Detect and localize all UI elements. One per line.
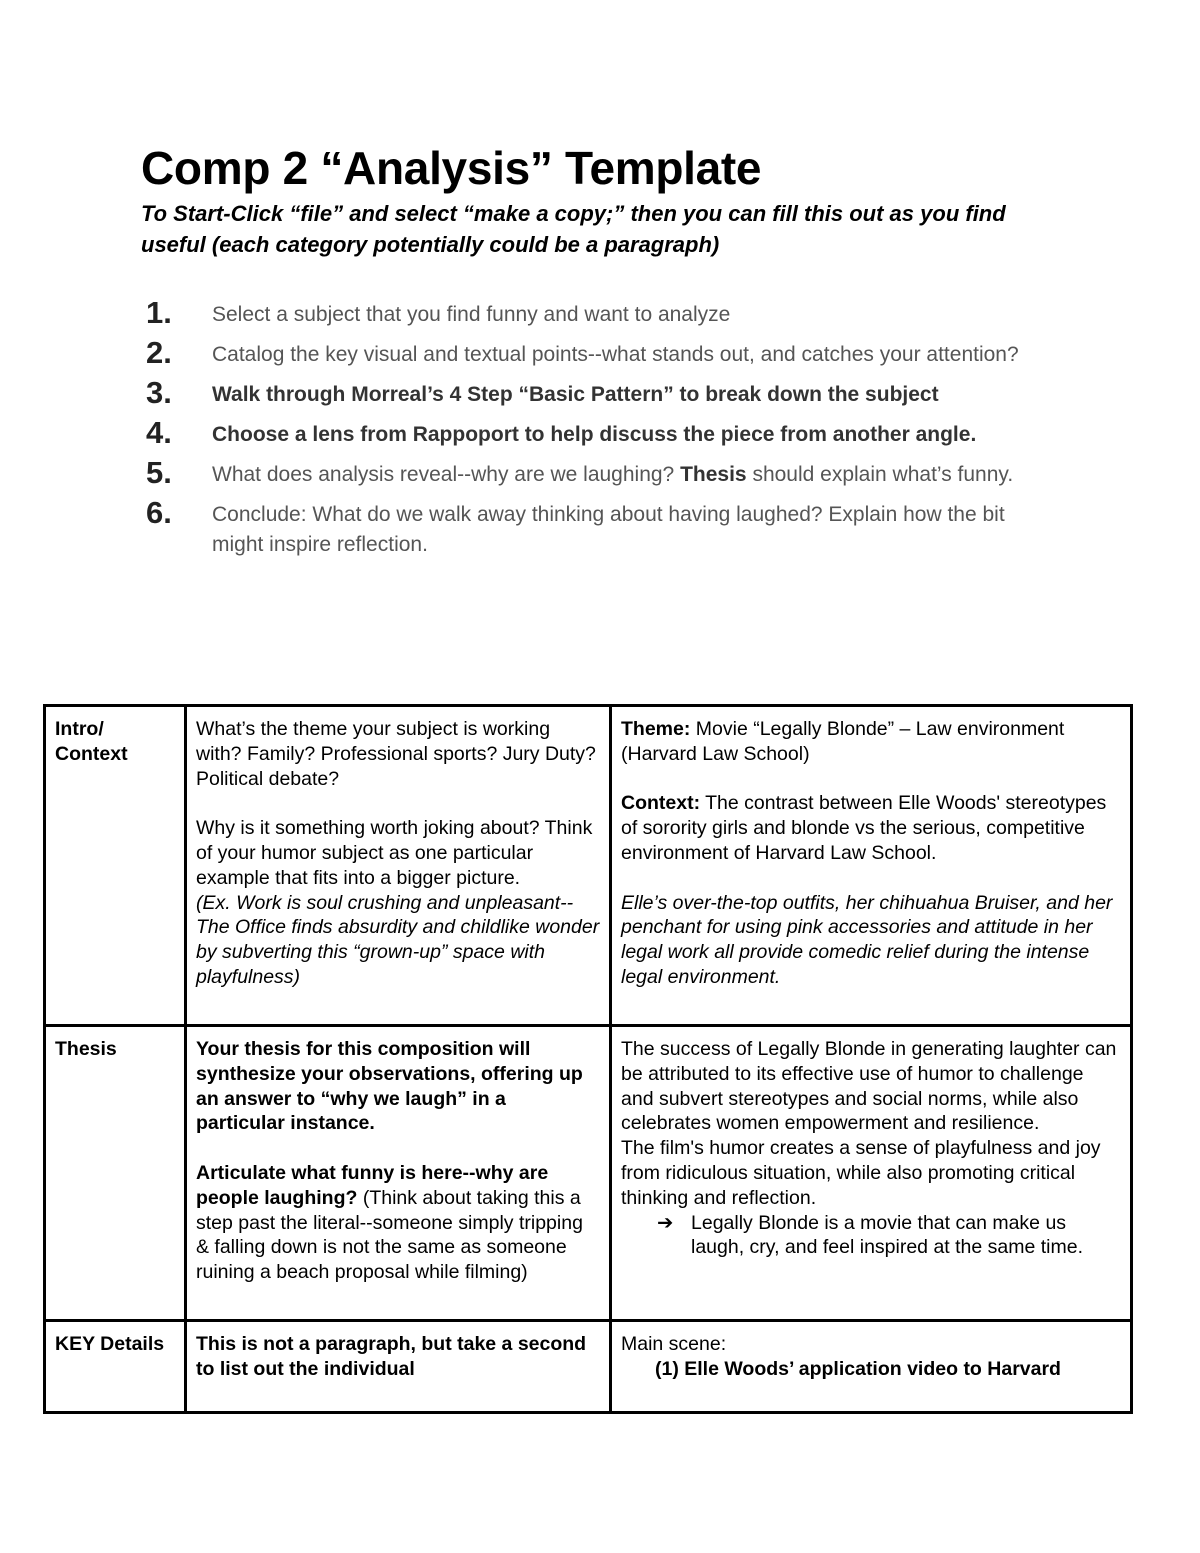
page-title: Comp 2 “Analysis” Template (141, 142, 762, 194)
step-text: Choose a lens from Rappoport to help discuss the piece from another angle. (212, 423, 977, 446)
list-item (146, 295, 1046, 330)
analysis-table (43, 704, 1133, 1414)
subtitle: To Start-Click “file” and select “make a copy;” then you can fill this out as you find useful (each category potentially could be a paragraph) (141, 201, 1006, 257)
thesis-prompt-bold: Articulate what funny is here--why are people laughing? (196, 1161, 549, 1209)
step-number: 4. (146, 415, 172, 450)
intro-prompt-1: What’s the theme your subject is working with? Family? Professional sports? Jury Duty? Political debate? (196, 718, 596, 790)
theme-label: Theme: (621, 718, 691, 740)
scene-item: (1) Elle Woods’ application video to Harvard (655, 1357, 1061, 1380)
theme-line (621, 717, 1121, 767)
table-row-intro (45, 706, 1132, 1026)
thesis-prompt-text: (Think about taking this a step past the literal--someone simply tripping & falling down is not the same as someone ruining a beach proposal while filming) (196, 1186, 583, 1284)
step-text: Conclude: What do we walk away thinking about having laughed? Explain how the bit might inspire reflection. (212, 503, 1005, 556)
step-text: Catalog the key visual and textual points--what stands out, and catches your attention? (212, 343, 1019, 366)
scene-label: Main scene: (621, 1333, 727, 1355)
thesis-bullet (621, 1211, 1121, 1261)
context-text: The contrast between Elle Woods' stereotypes of sorority girls and blonde vs the serious, competitive environment of Harvard Law School. (621, 792, 1107, 864)
prompt-cell-thesis[interactable] (186, 1026, 611, 1321)
context-label: Context: (621, 792, 701, 815)
step-text-part: should explain what’s funny. (746, 463, 1014, 486)
table-row-key (45, 1321, 1132, 1413)
response-cell-intro[interactable] (611, 706, 1132, 1026)
step-text: Select a subject that you find funny and want to analyze (212, 303, 731, 326)
context-italic: Elle’s over-the-top outfits, her chihuahua Bruiser, and her penchant for using pink accessories and attitude in her legal work all provide comedic relief during the intense legal environment. (621, 891, 1113, 988)
thesis-keyword: Thesis (680, 463, 747, 486)
prompt-cell-key[interactable] (186, 1321, 611, 1413)
step-text: Walk through Morreal’s 4 Step “Basic Pattern” to break down the subject (212, 383, 939, 406)
step-number: 3. (146, 375, 172, 410)
list-item (146, 495, 1046, 560)
row-label-thesis: Thesis (45, 1026, 186, 1321)
step-number: 6. (146, 495, 172, 530)
thesis-prompt-1: Your thesis for this composition will synthesize your observations, offering up an answer to “why we laugh” in a particular instance. (196, 1038, 583, 1135)
thesis-answer-2: The film's humor creates a sense of playfulness and joy from ridiculous situation, while also promoting critical thinking and reflection. (621, 1137, 1101, 1209)
thesis-prompt-2 (196, 1161, 600, 1285)
list-item (146, 415, 1046, 450)
row-label-intro: Intro/ Context (45, 706, 186, 1026)
response-cell-thesis[interactable] (611, 1026, 1132, 1321)
arrow-right-icon: ➔ (657, 1211, 674, 1234)
intro-example: (Ex. Work is soul crushing and unpleasant--The Office finds absurdity and childlike wonder by subverting this “grown-up” space with playfulness) (196, 891, 600, 988)
thesis-answer-1: The success of Legally Blonde in generating laughter can be attributed to its effective use of humor to challenge and subvert stereotypes and social norms, while also celebrates women empowerment and resilience. (621, 1038, 1117, 1135)
theme-text: Movie “Legally Blonde” – Law environment (Harvard Law School) (621, 718, 1065, 765)
step-text (212, 458, 1013, 490)
row-label-key: KEY Details (45, 1321, 186, 1413)
step-text-part: What does analysis reveal--why are we laughing? (212, 463, 681, 486)
step-number: 5. (146, 455, 172, 490)
key-prompt: This is not a paragraph, but take a second to list out the individual (196, 1333, 587, 1380)
response-cell-key[interactable] (611, 1321, 1132, 1413)
step-number: 1. (146, 295, 172, 330)
intro-prompt-2: Why is it something worth joking about? Think of your humor subject as one particular example that fits into a bigger picture. (196, 817, 593, 889)
context-line (621, 791, 1121, 865)
step-number: 2. (146, 335, 172, 370)
list-item (146, 335, 1046, 370)
thesis-answer-3: Legally Blonde is a movie that can make us laugh, cry, and feel inspired at the same time. (691, 1211, 1084, 1259)
steps-list (146, 295, 1046, 568)
prompt-cell-intro[interactable] (186, 706, 611, 1026)
table-row-thesis (45, 1026, 1132, 1321)
list-item (146, 455, 1046, 490)
list-item (146, 375, 1046, 410)
